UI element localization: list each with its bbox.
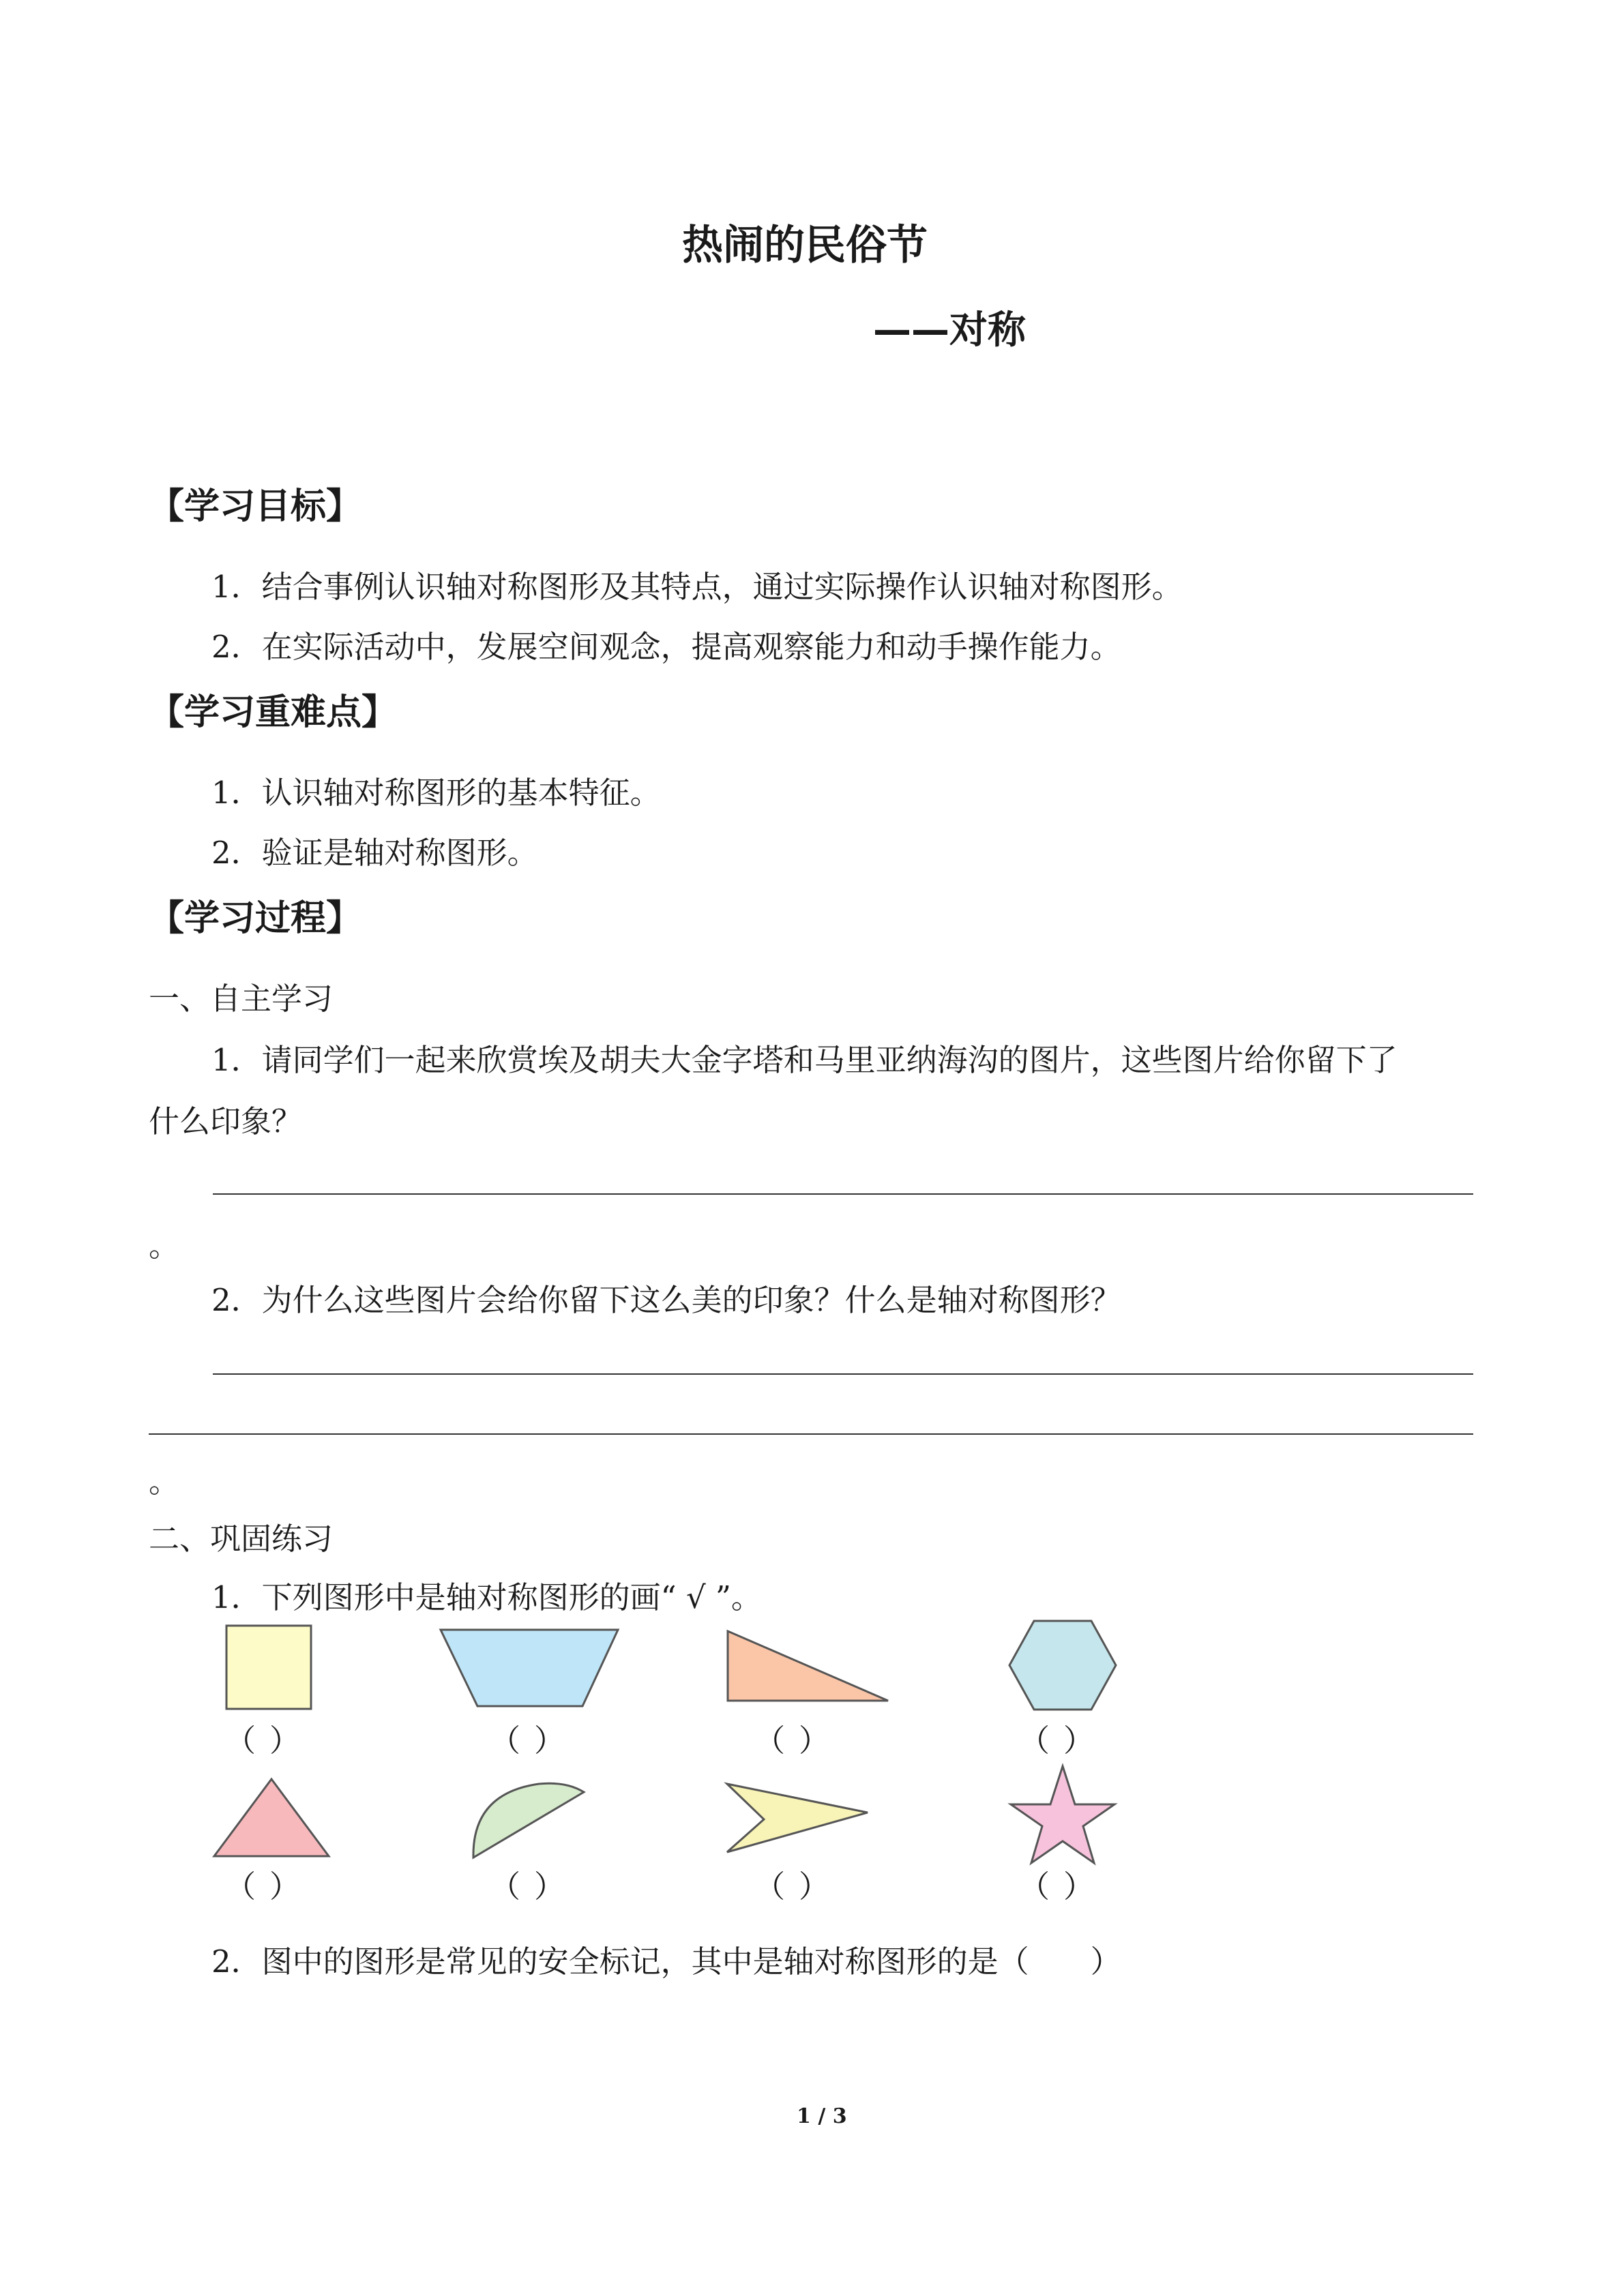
- key-point-item: 1．认识轴对称图形的基本特征。: [211, 775, 661, 811]
- answer-line[interactable]: [213, 1193, 1473, 1195]
- answer-line[interactable]: [149, 1433, 1473, 1435]
- answer-parentheses[interactable]: （ ）: [225, 1723, 300, 1759]
- answer-parentheses[interactable]: （ ）: [1019, 1868, 1094, 1905]
- hexagon-icon: [1007, 1619, 1119, 1712]
- answer-parentheses[interactable]: （ ）: [1019, 1723, 1094, 1759]
- key-point-item: 2．验证是轴对称图形。: [211, 835, 538, 871]
- part1-heading: 一、自主学习: [149, 981, 334, 1017]
- right-triangle-icon: [726, 1628, 891, 1703]
- period-mark: 。: [149, 1463, 180, 1500]
- part2-question-2: 2．图中的图形是常见的安全标记，其中是轴对称图形的是（ ）: [211, 1943, 1121, 1980]
- part2-question-1: 1．下列图形中是轴对称图形的画“ √ ”。: [211, 1579, 762, 1615]
- square-fill: [226, 1626, 311, 1709]
- isosceles-triangle-icon: [211, 1777, 331, 1859]
- star-icon: [1008, 1763, 1117, 1866]
- goal-item: 1．结合事例认识轴对称图形及其特点，通过实际操作认识轴对称图形。: [211, 569, 1183, 605]
- part1-question-1: 1．请同学们一起来欣赏埃及胡夫大金字塔和马里亚纳海沟的图片，这些图片给你留下了: [211, 1042, 1398, 1078]
- sector-icon: [471, 1780, 587, 1862]
- page-number: 1 / 3: [797, 2104, 847, 2128]
- part2-heading: 二、巩固练习: [149, 1521, 334, 1557]
- page-subtitle: ——对称: [873, 308, 1026, 353]
- arrowhead-icon: [723, 1781, 870, 1855]
- answer-parentheses[interactable]: （ ）: [754, 1868, 829, 1905]
- goal-item: 2．在实际活动中，发展空间观念，提高观察能力和动手操作能力。: [211, 629, 1121, 665]
- page-title: 热闹的民俗节: [682, 222, 928, 269]
- section-heading-process: 【学习过程】: [149, 898, 362, 939]
- section-heading-key-points: 【学习重难点】: [149, 692, 398, 733]
- answer-line[interactable]: [213, 1373, 1473, 1375]
- answer-parentheses[interactable]: （ ）: [225, 1868, 300, 1905]
- answer-parentheses[interactable]: （ ）: [490, 1723, 565, 1759]
- section-heading-goals: 【学习目标】: [149, 486, 362, 527]
- answer-parentheses[interactable]: （ ）: [490, 1868, 565, 1905]
- square-icon: [225, 1624, 314, 1713]
- part1-question-1-cont: 什么印象？: [149, 1103, 303, 1139]
- trapezoid-icon: [439, 1628, 619, 1709]
- answer-parentheses[interactable]: （ ）: [754, 1723, 829, 1759]
- part1-question-2: 2．为什么这些图片会给你留下这么美的印象？什么是轴对称图形？: [211, 1282, 1121, 1318]
- period-mark: 。: [149, 1227, 180, 1264]
